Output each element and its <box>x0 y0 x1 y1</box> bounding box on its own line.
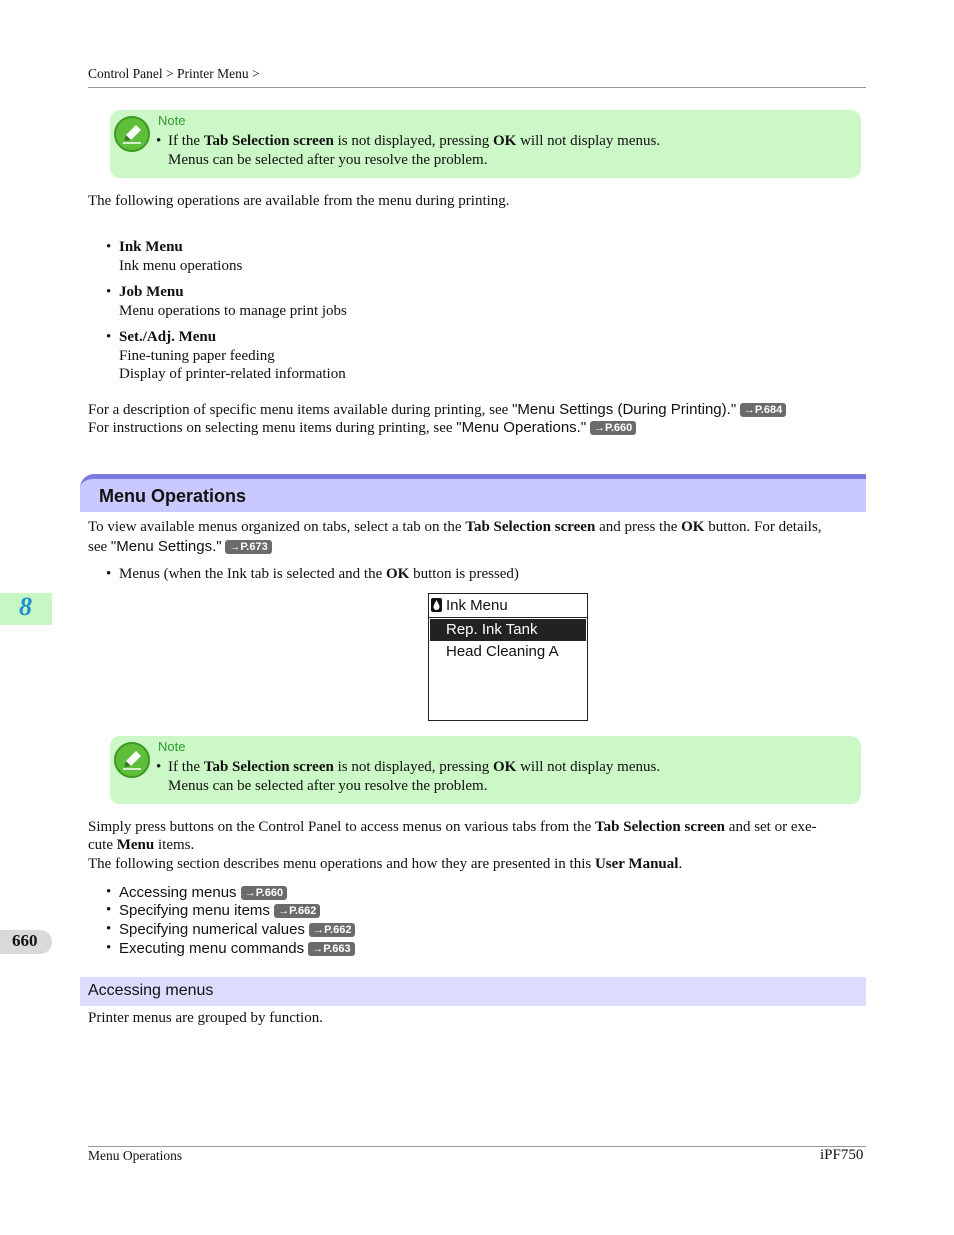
note-text-line2: Menus can be selected after you resolve the problem. <box>168 778 488 794</box>
subsection-header <box>80 977 866 1006</box>
bullet: • <box>106 284 112 300</box>
page-number: 660 <box>12 931 38 950</box>
note-box <box>110 736 861 804</box>
bullet: • <box>106 940 112 956</box>
link-item <box>119 884 287 901</box>
bullet: • <box>106 921 112 937</box>
bullet: • <box>106 329 112 345</box>
chapter-number: 8 <box>19 592 32 621</box>
lcd-title: Ink Menu <box>446 597 508 614</box>
footer-model-name: iPF750 <box>820 1147 864 1163</box>
reference-line: For instructions on selecting menu items during printing, see "Menu Operations." →P.660 <box>88 419 636 437</box>
header-divider <box>88 87 866 88</box>
pencil-note-icon <box>114 742 150 778</box>
note-box <box>110 110 861 178</box>
lcd-selected-item: Rep. Ink Tank <box>430 619 586 641</box>
page-number-tab <box>0 930 52 954</box>
page-ref-button[interactable]: →P.663 <box>308 942 354 956</box>
section-paragraph: To view available menus organized on tabs, select a tab on the Tab Selection screen and press the OK button. For details, <box>88 519 822 535</box>
menu-name-job: Job Menu <box>119 284 184 300</box>
bullet: • <box>156 759 162 775</box>
link-item <box>119 902 320 919</box>
chapter-tab[interactable] <box>0 593 52 625</box>
page-ref-button[interactable]: →P.662 <box>274 904 320 918</box>
executing-menu-commands-link[interactable]: Executing menu commands <box>119 940 305 957</box>
subsection-paragraph: Printer menus are grouped by function. <box>88 1010 323 1026</box>
menu-desc: Fine-tuning paper feeding <box>119 348 275 364</box>
link-item <box>119 940 355 957</box>
menu-settings-link[interactable]: "Menu Settings." <box>110 538 222 555</box>
note-title: Note <box>158 113 186 128</box>
menu-settings-during-printing-link[interactable]: "Menu Settings (During Printing)." <box>512 401 737 418</box>
menu-desc: Ink menu operations <box>119 258 243 274</box>
body-paragraph: Simply press buttons on the Control Panel to access menus on various tabs from the Tab Selection screen and set or exe- <box>88 819 817 835</box>
section-title: Menu Operations <box>99 486 247 506</box>
bullet: • <box>106 566 112 582</box>
lcd-screen-illustration <box>428 593 588 721</box>
menu-desc: Menu operations to manage print jobs <box>119 303 347 319</box>
specifying-numerical-values-link[interactable]: Specifying numerical values <box>119 921 305 938</box>
page-ref-button[interactable]: →P.673 <box>225 540 271 554</box>
screen-caption: Menus (when the Ink tab is selected and the OK button is pressed) <box>119 566 519 582</box>
pencil-note-icon <box>114 116 150 152</box>
page-ref-button[interactable]: →P.660 <box>590 421 636 435</box>
page-ref-button[interactable]: →P.684 <box>740 403 786 417</box>
menu-name-setadj: Set./Adj. Menu <box>119 329 217 345</box>
footer-divider <box>88 1146 866 1147</box>
bullet: • <box>106 239 112 255</box>
page-ref-button[interactable]: →P.662 <box>309 923 355 937</box>
menu-desc: Display of printer-related information <box>119 366 346 382</box>
lcd-menu-item: Head Cleaning A <box>446 643 559 660</box>
bullet: • <box>106 902 112 918</box>
reference-line: For a description of specific menu items available during printing, see "Menu Settings (During Printing)." →P.684 <box>88 401 786 419</box>
note-text-line2: Menus can be selected after you resolve the problem. <box>168 152 488 168</box>
page-ref-button[interactable]: →P.660 <box>241 886 287 900</box>
note-text: If the Tab Selection screen is not displayed, pressing OK will not display menus. <box>168 759 661 775</box>
lcd-header <box>429 594 587 618</box>
note-text: If the Tab Selection screen is not displayed, pressing OK will not display menus. <box>168 133 661 149</box>
footer-section-name: Menu Operations <box>88 1148 183 1163</box>
intro-paragraph: The following operations are available from the menu during printing. <box>88 193 510 209</box>
link-item <box>119 921 355 938</box>
section-header <box>80 474 866 512</box>
body-paragraph-line3: The following section describes menu operations and how they are presented in this User Manual. <box>88 856 683 872</box>
bullet: • <box>156 133 162 149</box>
bullet: • <box>106 884 112 900</box>
breadcrumb: Control Panel > Printer Menu > <box>88 66 260 81</box>
menu-name-ink: Ink Menu <box>119 239 183 255</box>
note-title: Note <box>158 739 186 754</box>
subsection-title: Accessing menus <box>88 982 214 999</box>
body-paragraph-line2: cute Menu items. <box>88 837 195 853</box>
menu-operations-link[interactable]: "Menu Operations." <box>456 419 587 436</box>
specifying-menu-items-link[interactable]: Specifying menu items <box>119 902 270 919</box>
ink-drop-icon <box>431 598 442 612</box>
accessing-menus-link[interactable]: Accessing menus <box>119 884 237 901</box>
section-paragraph-line2: see "Menu Settings." →P.673 <box>88 538 272 556</box>
